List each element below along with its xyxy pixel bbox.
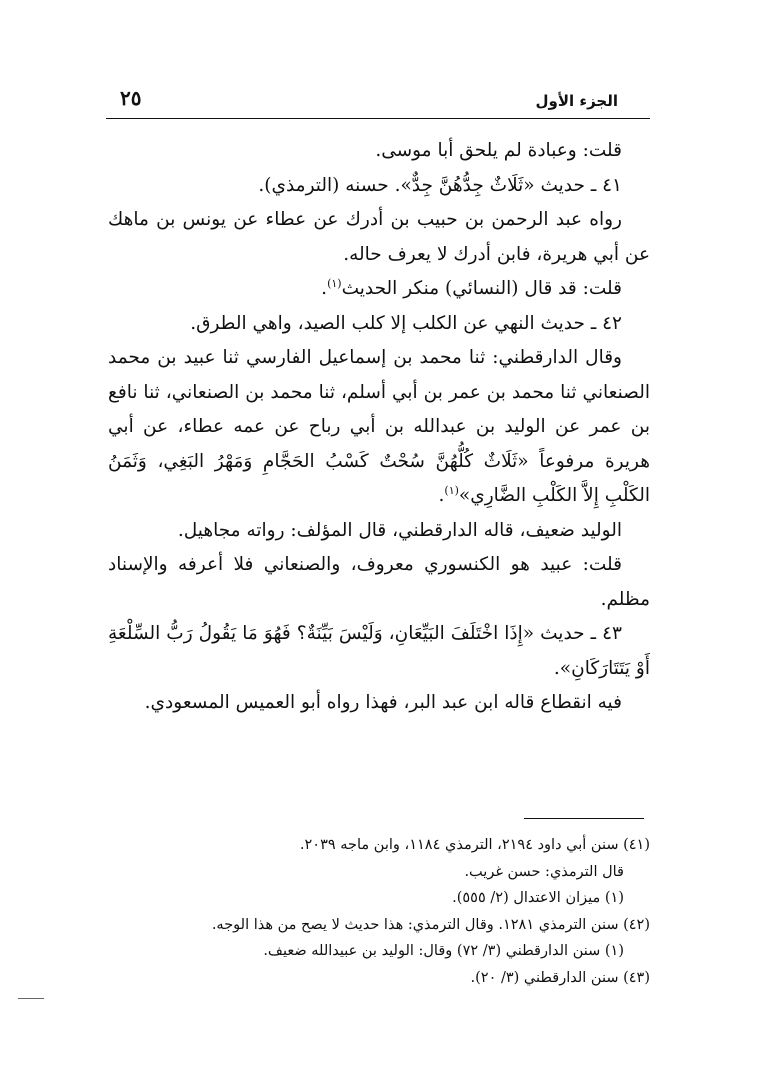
paragraph: قلت: وعبادة لم يلحق أبا موسى. [375,140,622,161]
main-text [108,134,650,721]
footnote: (٤٢) سنن الترمذي ١٢٨١. وقال الترمذي: هذا حديث لا يصح من هذا الوجه. [211,916,650,933]
scan-artifact-line [18,998,44,999]
footnote: (١) سنن الدارقطني (٣/ ٧٢) وقال: الوليد بن عبيدالله ضعيف. [263,943,624,959]
hadith-42-heading: ٤٢ ـ حديث النهي عن الكلب إلا كلب الصيد، واهي الطرق. [190,312,622,334]
page-number: ٢٥ [120,86,142,110]
hadith-43-heading: ٤٣ ـ حديث «إِذَا اخْتَلَفَ البَيِّعَانِ، وَلَيْسَ بَيِّنَةٌ؟ فَهُوَ مَا يَقُولُ رَبُّ السِّلْعَةِ أَوْ يَتَتَارَكَانِ». [108,623,650,679]
paragraph: قلت: عبيد هو الكنسوري معروف، والصنعاني فلا أعرفه والإسناد مظلم. [108,554,650,610]
footnote: قال الترمذي: حسن غريب. [464,863,624,880]
running-header-title: الجزء الأول [535,92,618,110]
paragraph: وقال الدارقطني: ثنا محمد بن إسماعيل الفارسي ثنا عبيد بن محمد الصنعاني ثنا محمد بن عمر بن أبي أسلم، ثنا محمد بن الصنعاني، ثنا نافع بن عمر عن الوليد بن عبدالله بن أبي رباح عن عمه عطاء، عن أبي هريرة مرفوعاً «ثَلَاثٌ كُلُّهُنَّ سُحْتٌ كَسْبُ الحَجَّامِ وَمَهْرُ البَغِي، وَثَمَنُ الكَلْبِ إِلاَّ الكَلْبِ الضَّارِي»$^{(١)}$. [108,347,650,506]
paragraph-text: قلت: قد قال (النسائي) منكر الحديث [341,278,622,299]
paragraph: رواه عبد الرحمن بن حبيب بن أدرك عن عطاء عن يونس بن ماهك عن أبي هريرة، فابن أدرك لا يعرف حاله. [108,209,650,265]
paragraph-text: وقال الدارقطني: ثنا محمد بن إسماعيل الفارسي ثنا عبيد بن محمد الصنعاني ثنا محمد بن عمر بن أبي أسلم، ثنا محمد بن الصنعاني، ثنا نافع بن عمر عن الوليد بن عبدالله بن أبي رباح عن عمه عطاء، عن أبي هريرة مرفوعاً «ثَلَاثٌ كُلُّهُنَّ سُحْتٌ كَسْبُ الحَجَّامِ وَمَهْرُ البَغِي، وَثَمَنُ الكَلْبِ إِلاَّ الكَلْبِ الضَّارِي» [108,347,650,506]
footnote-marker: (١) [444,483,459,497]
footnote: (١) ميزان الاعتدال (٢/ ٥٥٥). [452,890,624,906]
footnotes [108,832,650,991]
header-divider [106,118,650,119]
footnote: (٤٣) سنن الدارقطني (٣/ ٢٠). [470,969,650,986]
footnote: (٤١) سنن أبي داود ٢١٩٤، الترمذي ١١٨٤، وابن ماجه ٢٠٣٩. [299,837,650,853]
footnote-marker: (١) [327,276,342,290]
hadith-41-heading: ٤١ ـ حديث «ثَلَاثٌ جِدُّهُنَّ جِدٌّ». حسنه (الترمذي). [258,174,622,196]
paragraph: الوليد ضعيف، قاله الدارقطني، قال المؤلف: رواته مجاهيل. [177,519,622,541]
paragraph: قلت: قد قال (النسائي) منكر الحديث$^{(١)}$. [321,276,622,299]
footnote-divider [524,818,644,819]
paragraph: فيه انقطاع قاله ابن عبد البر، فهذا رواه أبو العميس المسعودي. [144,692,622,713]
